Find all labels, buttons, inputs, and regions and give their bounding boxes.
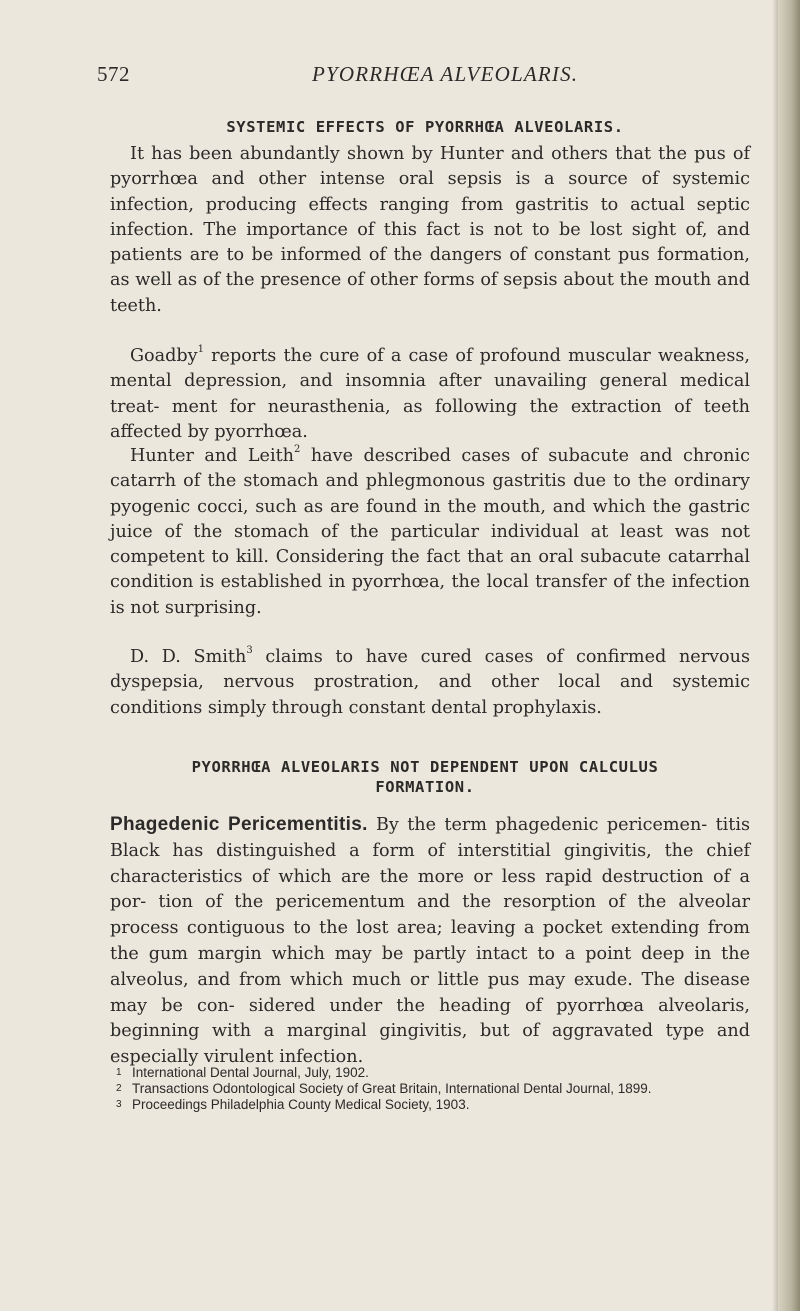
footnote-mark: 2 (116, 1083, 122, 1094)
page-edge-shadow (778, 0, 800, 1311)
paragraph-text: reports the cure of a case of profound muscular weakness, mental depression, and insomnia after unavailing general medical treat- ment for neurasthenia, as following the extraction of teeth affected by pyorrhœa. (110, 346, 750, 442)
paragraph-text: It has been abundantly shown by Hunter and others that the pus of pyorrhœa and other intense oral sepsis is a source of systemic infection, producing effects ranging from gastritis to actual septic infection. The importance of this fact is not to be lost sight of, and patients are to be informed of the dangers of constant pus formation, as well as of the presence of other forms of sepsis about the mouth and teeth. (110, 144, 750, 316)
author-name: D. D. Smith (130, 647, 247, 667)
running-head (97, 62, 757, 88)
paragraph-goadby (110, 344, 750, 445)
footnote-text: Proceedings Philadelphia County Medical Society, 1903. (132, 1097, 470, 1112)
footnote-mark: 1 (116, 1067, 122, 1078)
section-heading-systemic-effects: SYSTEMIC EFFECTS OF PYORRHŒA ALVEOLARIS. (226, 118, 624, 136)
run-in-heading: Phagedenic Pericementitis. (110, 814, 368, 835)
paragraph-systemic-intro (110, 142, 750, 319)
footnote-ref-2[interactable]: 2 (294, 444, 301, 455)
paragraph-hunter-leith (110, 444, 750, 621)
paragraph-phagedenic (110, 812, 750, 1071)
footnote-1 (116, 1065, 756, 1081)
author-name: Hunter and Leith (130, 446, 294, 466)
heading-line-2: FORMATION. (375, 778, 475, 796)
footnote-2 (116, 1081, 756, 1097)
footnote-mark: 3 (116, 1099, 122, 1110)
page-number: 572 (97, 62, 130, 86)
section-heading-calculus (110, 758, 740, 796)
footnote-text: Transactions Odontological Society of Great Britain, International Dental Journal, 1899. (132, 1081, 652, 1096)
running-title: PYORRHŒA ALVEOLARIS. (312, 62, 579, 86)
author-name: Goadby (130, 346, 198, 366)
footnote-3 (116, 1097, 756, 1113)
paragraph-text: By the term phagedenic pericemen- titis Black has distinguished a form of interstitial gingivitis, the chief characteristics of which are the more or less rapid destruction of a por- tion of the pericementum and the resorption of the alveolar process contiguous to the lost area; leaving a pocket extending from the gum margin which may be partly intact to a point deep in the alveolus, and from which much or little pus may exude. The disease may be con- sidered under the heading of pyorrhœa alveolaris, beginning with a marginal gingivitis, but of aggravated type and especially virulent infection. (110, 815, 750, 1068)
footnote-ref-1[interactable]: 1 (197, 344, 204, 355)
paragraph-smith (110, 645, 750, 721)
footnote-ref-3[interactable]: 3 (246, 645, 253, 656)
footnote-text: International Dental Journal, July, 1902. (132, 1065, 369, 1080)
paragraph-text: claims to have cured cases of confirmed nervous dyspepsia, nervous prostration, and other local and systemic conditions simply through constant dental prophylaxis. (110, 647, 750, 718)
paragraph-text: have described cases of subacute and chronic catarrh of the stomach and phlegmonous gastritis due to the ordinary pyogenic cocci, such as are found in the mouth, and which the gastric juice of the stomach of the particular individual at least was not competent to kill. Considering the fact that an oral subacute catarrhal condition is established in pyorrhœa, the local transfer of the infection is not surprising. (110, 446, 750, 618)
heading-line-1: PYORRHŒA ALVEOLARIS NOT DEPENDENT UPON CALCULUS (191, 758, 659, 776)
